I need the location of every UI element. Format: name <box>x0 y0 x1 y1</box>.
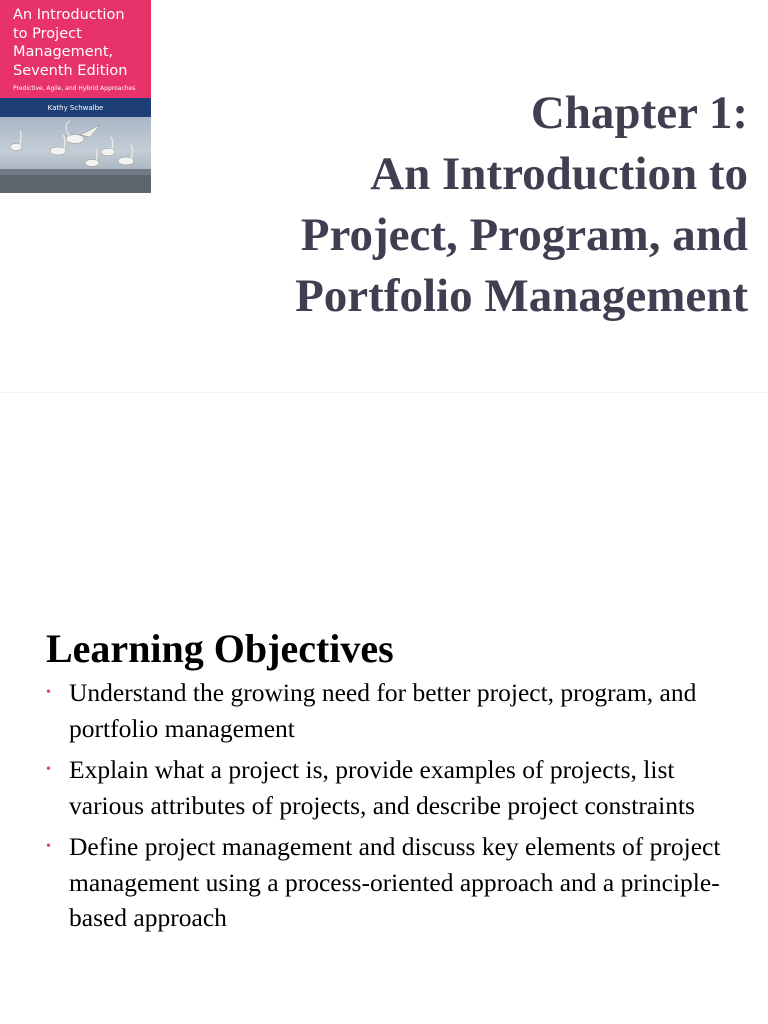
learning-objectives-slide <box>0 393 768 1024</box>
title-slide <box>0 0 768 392</box>
book-cover-image <box>0 0 151 193</box>
swans-photo <box>0 117 151 193</box>
cover-subtitle: Predictive, Agile, and Hybrid Approaches <box>13 85 136 92</box>
objective-text: Understand the growing need for better project, program, and portfolio management <box>69 678 697 743</box>
objectives-list <box>44 675 744 942</box>
objective-text: Explain what a project is, provide examples of projects, list various attributes of projects, and describe project constraints <box>69 755 695 820</box>
chapter-title: Chapter 1: An Introduction to Project, Program, and Portfolio Management <box>295 87 748 323</box>
objective-item-2 <box>44 752 744 823</box>
bullet-icon: • <box>46 685 51 700</box>
cover-author: Kathy Schwalbe <box>47 104 104 112</box>
objective-item-1 <box>44 675 744 746</box>
learning-objectives-heading: Learning Objectives <box>46 626 394 671</box>
bullet-icon: • <box>46 839 51 854</box>
objective-item-3 <box>44 829 744 936</box>
cover-title: An Introduction to Project Management, Seventh Edition <box>13 7 128 79</box>
bullet-icon: • <box>46 762 51 777</box>
objective-text: Define project management and discuss key elements of project management using a process-oriented approach and a principle-based approach <box>69 832 721 932</box>
